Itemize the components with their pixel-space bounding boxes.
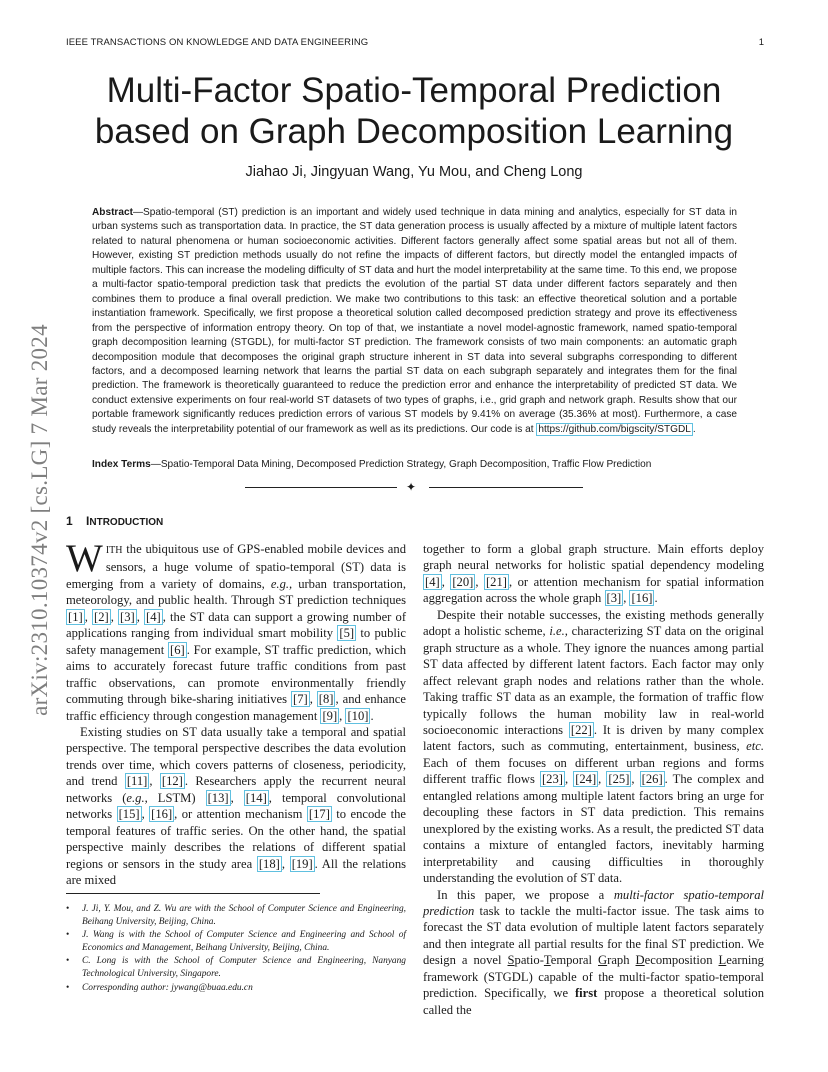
page-number: 1 xyxy=(758,37,764,48)
title-line-2: based on Graph Decomposition Learning xyxy=(94,112,734,151)
author-list: Jiahao Ji, Jingyuan Wang, Yu Mou, and Cheng Long xyxy=(245,164,583,180)
citation-link[interactable]: [19] xyxy=(291,856,313,871)
divider-diamond-icon: ✦ xyxy=(406,480,417,494)
divider-right xyxy=(429,487,583,488)
citation-link[interactable]: [9] xyxy=(322,708,338,723)
right-column xyxy=(423,541,764,1018)
citation-link[interactable]: [7] xyxy=(293,692,308,707)
citation-link[interactable]: [14] xyxy=(245,790,267,805)
title-line-1: Multi-Factor Spatio-Temporal Prediction xyxy=(106,71,722,110)
citation-link[interactable]: [4] xyxy=(425,574,440,589)
citation-link[interactable]: [2] xyxy=(94,609,109,624)
citation-link[interactable]: [20] xyxy=(452,574,474,589)
citation-link[interactable]: [26] xyxy=(641,772,663,787)
citation-link[interactable]: [4] xyxy=(146,609,161,624)
citation-link[interactable]: [16] xyxy=(151,807,173,822)
citation-link[interactable]: [5] xyxy=(339,626,355,641)
citation-link[interactable]: [25] xyxy=(608,772,630,787)
intro-paragraph-3: Despite their notable successes, the existing methods generally adopt a holistic scheme, i.e., characterizing ST data on the original graph structure as a whole. They ignore the nuances among partial ST data affected by different latent factors. Each factor may only affect relevant graph nodes and relations rather than the whole. Taking traffic ST data as an example, the formation of traffic flow typically follows the human mobility law in real-world socioeconomic interactions [22] . It is driven by many complex latent factors, such as commuting, entertainment, business, etc. Each of them focuses on different urban regions and forms different traffic flows [23] , [24] , [25] , [26] . The complex and entangled relations among multiple latent factors bring an urge for decoupling these factors in ST data prediction. This remains unexplored by the existing works. As a result, the predicted ST data contains a mixture of entangled factors, inevitably harming interpretability and causing difficulties in thoroughly understanding the evolution of ST data. xyxy=(423,607,764,886)
citation-link[interactable]: [6] xyxy=(170,642,185,657)
divider-left xyxy=(245,487,397,488)
section-heading: 1 INTRODUCTION xyxy=(66,514,164,528)
footnote-item: • J. Ji, Y. Mou, and Z. Wu are with the School of Computer Science and Engineering, Beihang University, Beijing, China. xyxy=(66,903,406,928)
citation-link[interactable]: [8] xyxy=(318,692,334,707)
citation-link[interactable]: [3] xyxy=(606,591,622,606)
abstract-label: Abstract xyxy=(92,207,133,218)
abstract: Abstract—Spatio-temporal (ST) prediction is an important and widely used technique in data mining and analytics, especially for ST data in urban systems such as transportation data. In practice, the ST data generation process is usually affected by a mixture of multiple latent factors related to natural phenomena or human socioeconomic activities. Different factors generally affect some spatial areas but not all of them. However, existing ST prediction methods usually do not refine the impacts of different factors, but directly model the entangled impacts of multiple factors. This can increase the modeling difficulty of ST data and hurt the model interpretability at the same time. To this end, we propose a multi-factor spatio-temporal prediction task that predicts the evolution of the partial ST data under different factors separately and then combines them to produce a final overall prediction. We make two contributions to this task: an effective theoretical solution and a portable instantiation framework. Specifically, we first propose a theoretical solution called decomposed prediction strategy and prove its effectiveness from the perspective of information entropy theory. On top of that, we instantiate a novel model-agnostic framework, named spatio-temporal graph decomposition learning (STGDL), for multi-factor ST prediction. The framework consists of two main components: an automatic graph decomposition module that decomposes the original graph structure inherent in ST data into several subgraphs corresponding to different factors, and a decomposed learning network that learns the partial ST data on each subgraph separately and integrates them for the final prediction. The framework is theoretically guaranteed to reduce the prediction error and enhance the interpretability of predicted ST data. We conduct extensive experiments on four real-world ST datasets of two types of graphs, i.e., grid graph and network graph. Results show that our portable framework significantly reduces prediction errors of various ST models by 9.41% on average (35.36% at most). Furthermore, a case study reveals the interpretability potential of our framework as well as its predictions. Our code is at https://github.com/bigscity/STGDL . xyxy=(92,207,737,435)
footnote-rule xyxy=(66,893,320,894)
footnote-item: • J. Wang is with the School of Computer Science and Engineering and School of Economics and Management, Beihang University, Beijing, China. xyxy=(66,929,406,954)
index-terms-label: Index Terms xyxy=(92,459,151,470)
citation-link[interactable]: [13] xyxy=(207,790,229,805)
code-link[interactable]: https://github.com/bigscity/STGDL xyxy=(538,423,691,435)
intro-paragraph-1: WITH the ubiquitous use of GPS-enabled mobile devices and sensors, a huge volume of spatio-temporal (ST) data is emerging from a variety of domains, e.g., urban transportation, meteorology, and public health. Through ST prediction techniques [1] , [2] , [3] , [4] , the ST data can support a growing number of applications ranging from individual smart mobility [5] to public safety management [6] . For example, ST traffic prediction, which aims to accurately forecast future traffic conditions from past traffic observations, can promote environmentally friendly commuting through bike-sharing initiatives [7] , [8] , and enhance traffic efficiency through congestion management [9] , [10] . xyxy=(66,537,407,723)
intro-paragraph-2-cont: together to form a global graph structure. Main efforts deploy graph neural networks for holistic spatial dependency modeling [4] , [20] , [21] , or attention mechanism for spatial information aggregation across the whole graph [3] , [16] . xyxy=(423,542,765,606)
citation-link[interactable]: [23] xyxy=(541,772,563,787)
citation-link[interactable]: [24] xyxy=(575,772,597,787)
citation-link[interactable]: [10] xyxy=(347,708,369,723)
running-header: IEEE TRANSACTIONS ON KNOWLEDGE AND DATA ENGINEERING xyxy=(66,37,369,48)
citation-link[interactable]: [17] xyxy=(308,807,330,822)
citation-link[interactable]: [3] xyxy=(120,609,135,624)
citation-link[interactable]: [16] xyxy=(631,591,653,606)
left-column xyxy=(66,537,407,889)
citation-link[interactable]: [22] xyxy=(570,722,592,737)
citation-link[interactable]: [18] xyxy=(258,856,280,871)
citation-link[interactable]: [21] xyxy=(485,574,507,589)
footnote-item: • Corresponding author: jywang@buaa.edu.cn xyxy=(66,982,406,995)
footnote-item: • C. Long is with the School of Computer Science and Engineering, Nanyang Technological University, Singapore. xyxy=(66,955,406,980)
paper-title xyxy=(0,70,828,152)
intro-paragraph-2: Existing studies on ST data usually take a temporal and spatial perspective. The temporal perspective describes the data evolution trends over time, which covers patterns of closeness, periodicity, and trend [11] , [12] . Researchers apply the recurrent neural networks (e.g., LSTM) [13] , [14] , temporal convolutional networks [15] , [16] , or attention mechanism [17] to encode the temporal features of traffic series. On the other hand, the spatial perspective mainly describes the relations of different spatial regions or sensors in the study area [18] , [19] . All the relations are mixed xyxy=(66,724,407,888)
arxiv-identifier[interactable]: arXiv:2310.10374v2 [cs.LG] 7 Mar 2024 xyxy=(27,324,52,716)
citation-link[interactable]: [11] xyxy=(126,774,148,789)
abstract-text: —Spatio-temporal (ST) prediction is an important and widely used technique in data mining and analytics, especially for ST data in urban systems such as transportation data. In practice, the ST data generation process is usually affected by a mixture of multiple latent factors related to natural phenomena or human socioeconomic activities. Different factors generally affect some spatial areas but not all of them. However, existing ST prediction methods usually do not refine the impacts of different factors, but directly model the entangled impacts of multiple factors. This can increase the modeling difficulty of ST data and hurt the model interpretability at the same time. To this end, we propose a multi-factor spatio-temporal prediction task that predicts the evolution of the partial ST data under different factors separately and then combines them to produce a final overall prediction. We make two contributions to this task: an effective theoretical solution and a portable instantiation framework. Specifically, we first propose a theoretical solution called decomposed prediction strategy and prove its effectiveness from the perspective of information entropy theory. On top of that, we instantiate a novel model-agnostic framework, named spatio-temporal graph decomposition learning (STGDL), for multi-factor ST prediction. The framework consists of two main components: an automatic graph decomposition module that decomposes the original graph structure inherent in ST data into several subgraphs corresponding to different factors, and a decomposed learning network that learns the partial ST data on each subgraph separately and integrates them for the final prediction. The framework is theoretically guaranteed to reduce the prediction error and enhance the interpretability of predicted ST data. We conduct extensive experiments on four real-world ST datasets of two types of graphs, i.e., grid graph and network graph. Results show that our portable framework significantly reduces prediction errors of various ST models by 9.41% on average (35.36% at most). Furthermore, a case study reveals the interpretability potential of our framework as well as its predictions. Our code is at xyxy=(92,207,737,435)
citation-link[interactable]: [12] xyxy=(161,774,183,789)
affiliation-footnotes xyxy=(66,903,406,995)
index-terms-text: —Spatio-Temporal Data Mining, Decomposed Prediction Strategy, Graph Decomposition, Traffic Flow Prediction xyxy=(150,459,652,470)
drop-cap: W xyxy=(66,537,103,580)
citation-link[interactable]: [15] xyxy=(118,807,140,822)
index-terms xyxy=(92,459,737,470)
intro-paragraph-4: In this paper, we propose a multi-factor spatio-temporal prediction task to tackle the multi-factor issue. The task aims to forecast the ST data evolution of multiple latent factors separately and then integrate all partial results for the final ST prediction. We design a novel Spatio-Temporal Graph Decomposition Learning framework (STGDL) capable of the multi-factor spatio-temporal prediction. Specifically, we first propose a theoretical solution called the xyxy=(423,887,764,1017)
citation-link[interactable]: [1] xyxy=(68,609,83,624)
